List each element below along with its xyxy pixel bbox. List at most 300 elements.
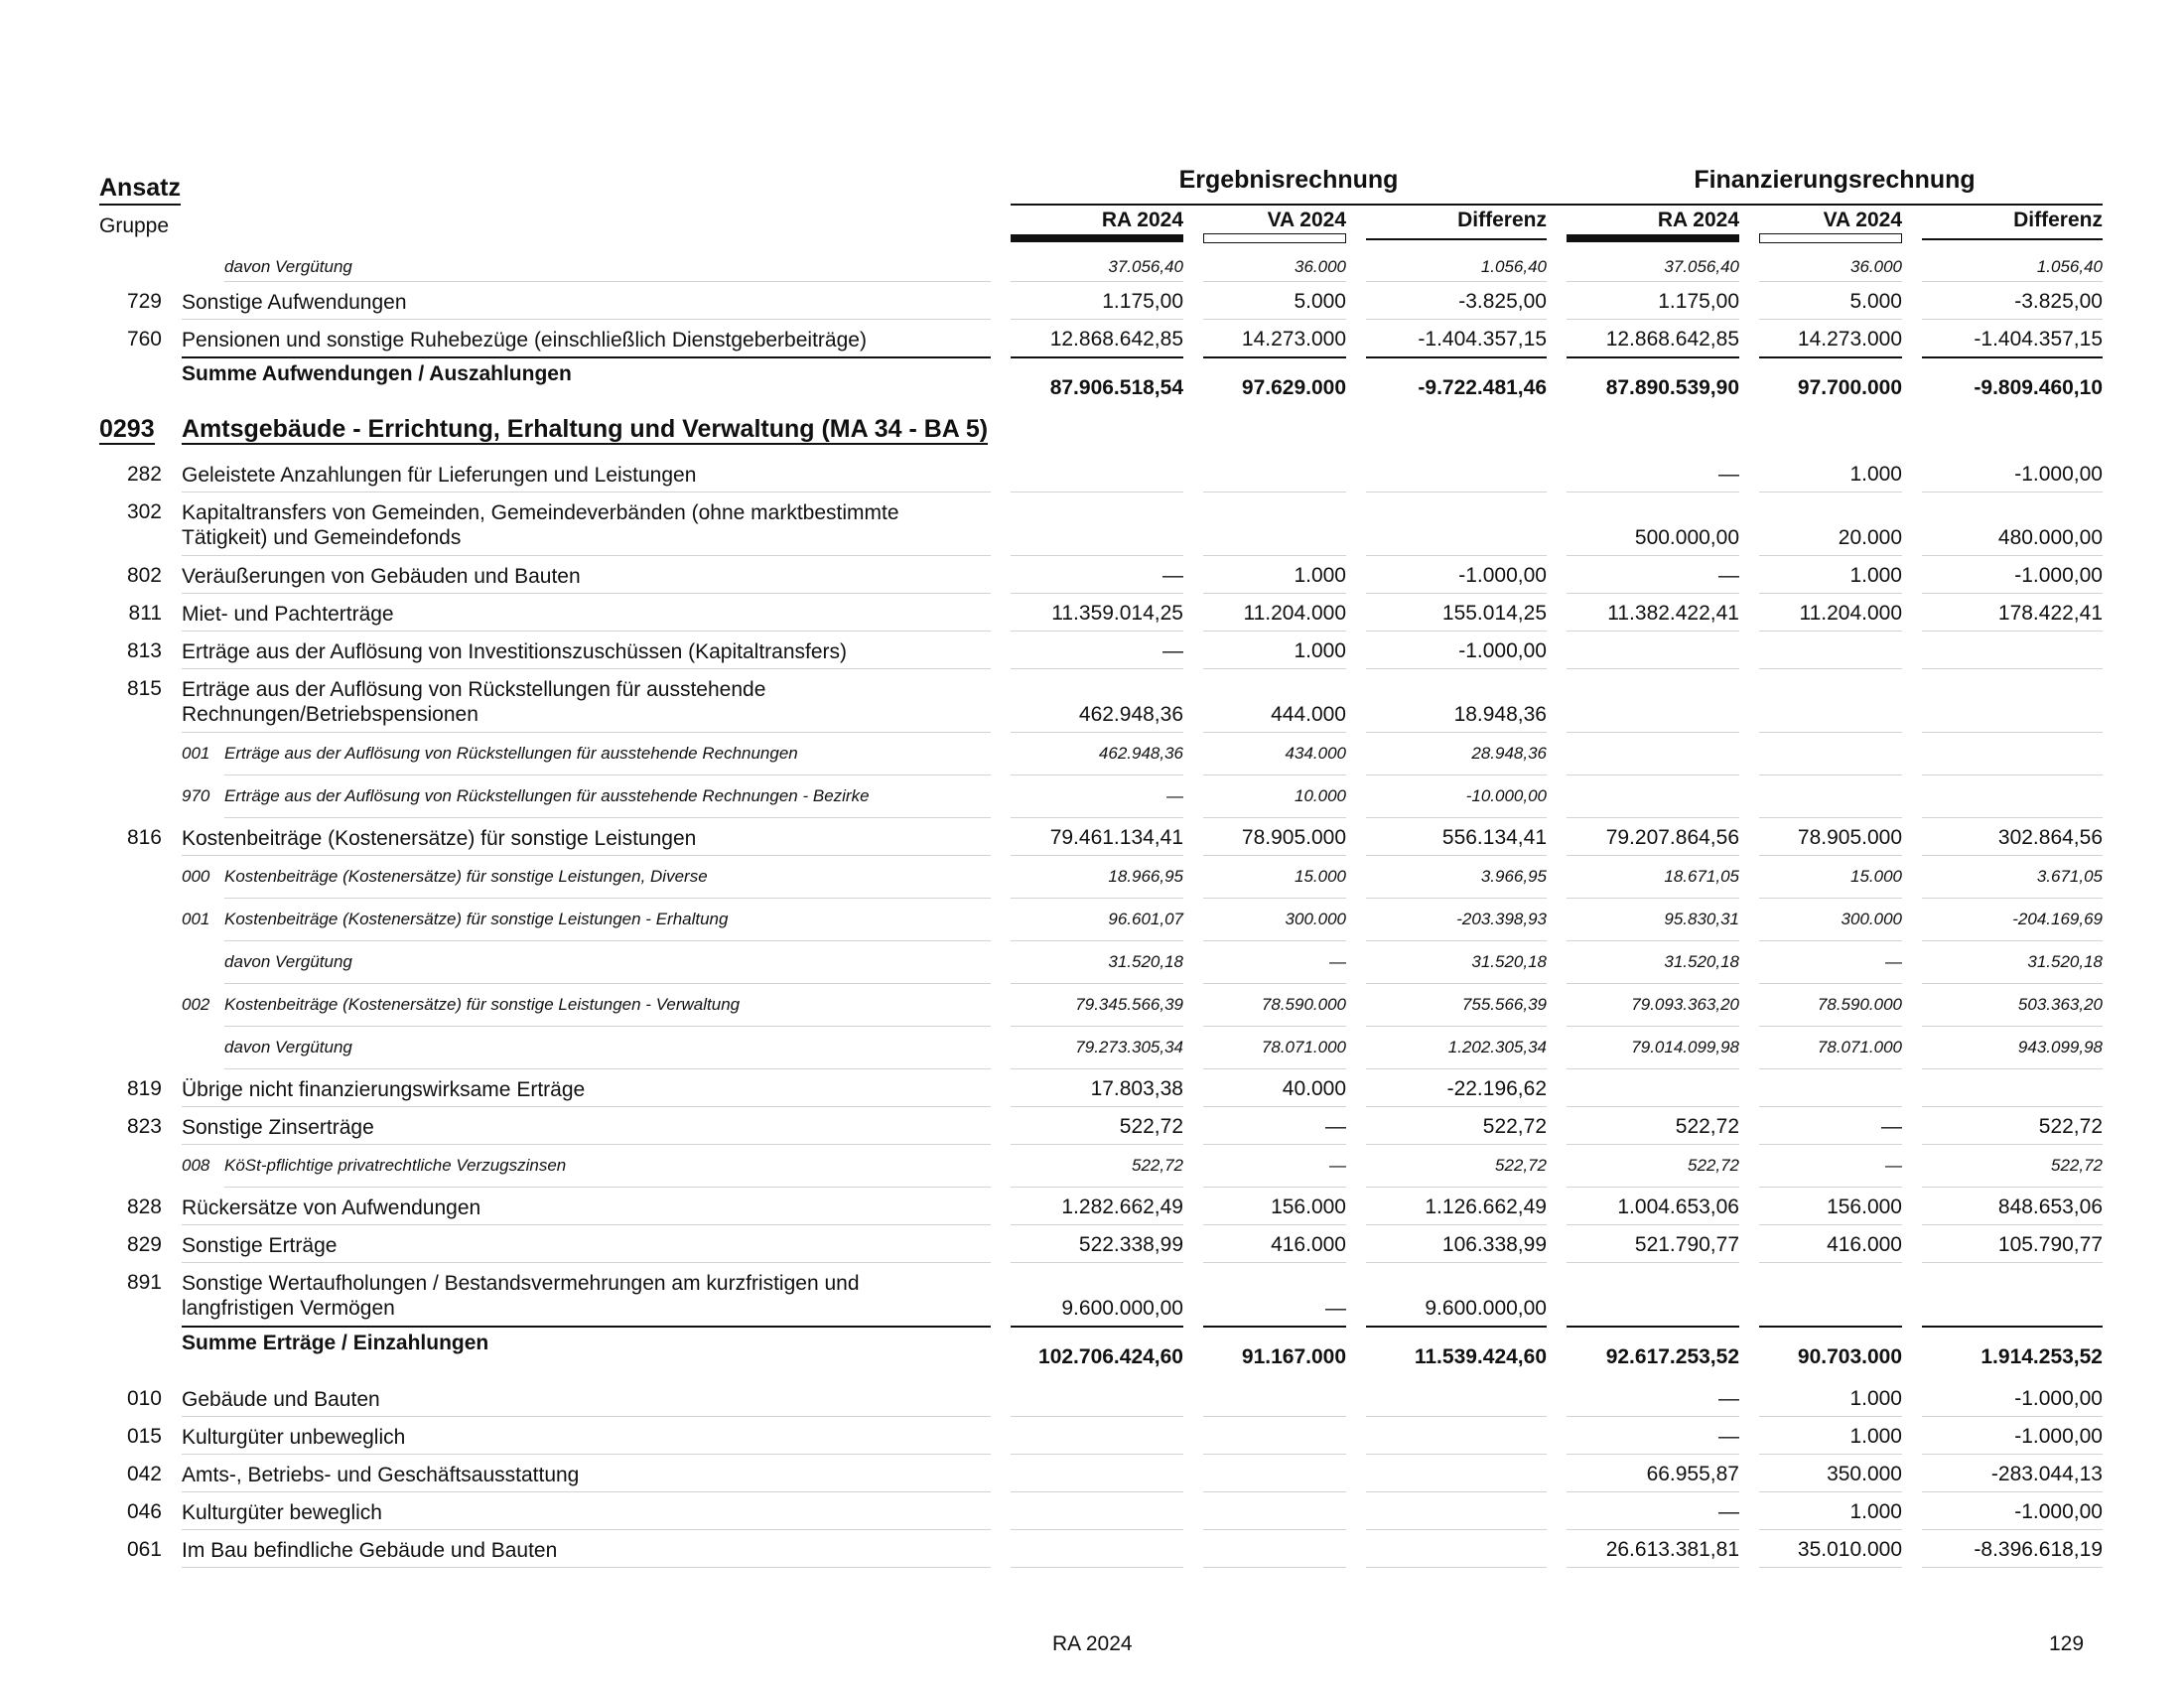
cell-divider xyxy=(1366,1026,1547,1027)
cell-divider xyxy=(1203,732,1346,733)
cell-e-ra: 87.906.518,54 xyxy=(1049,376,1183,399)
row-label xyxy=(182,500,991,550)
table-row xyxy=(0,322,2184,359)
row-group-number: 819 xyxy=(126,1077,162,1100)
cell-divider xyxy=(1759,774,1902,775)
table-row xyxy=(0,1532,2184,1570)
cell-e-ra: — xyxy=(1166,786,1183,805)
cell-f-va: 1.000 xyxy=(1849,564,1902,587)
sum-rule xyxy=(1011,1326,1183,1328)
cell-divider xyxy=(1366,631,1547,632)
row-label-line: Im Bau befindliche Gebäude und Bauten xyxy=(182,1539,558,1562)
sum-row xyxy=(0,359,2184,413)
sum-rule-label xyxy=(182,1326,991,1328)
table-row xyxy=(0,633,2184,671)
cell-f-diff: 943.099,98 xyxy=(2017,1038,2103,1056)
cell-divider xyxy=(1922,1106,2103,1107)
cell-e-ra: 37.056,40 xyxy=(1108,257,1183,276)
cell-e-va: — xyxy=(1329,952,1346,971)
row-group-number: 802 xyxy=(126,564,162,587)
cell-divider xyxy=(1567,774,1739,775)
cell-divider xyxy=(1011,668,1183,669)
cell-divider xyxy=(1366,668,1547,669)
cell-divider xyxy=(1759,1068,1902,1069)
row-divider xyxy=(224,774,991,775)
cell-divider xyxy=(1011,593,1183,594)
cell-f-diff: 105.790,77 xyxy=(1997,1233,2103,1256)
row-group-number: 760 xyxy=(126,328,162,351)
cell-divider xyxy=(1011,855,1183,856)
ergebnisrechnung-rule xyxy=(1011,204,1567,206)
section-number: 0293 xyxy=(99,415,155,443)
cell-e-diff: 3.966,95 xyxy=(1480,867,1547,886)
col-bar-e-diff xyxy=(1366,238,1547,240)
sub-row xyxy=(0,1147,2184,1190)
cell-f-diff: 31.520,18 xyxy=(2027,952,2103,971)
cell-divider xyxy=(1567,1068,1739,1069)
row-group-number: 829 xyxy=(126,1233,162,1256)
cell-e-diff: 28.948,36 xyxy=(1471,744,1547,763)
ansatz-heading: Ansatz xyxy=(99,174,181,206)
cell-e-ra: — xyxy=(1162,564,1183,587)
row-label-line: Kapitaltransfers von Gemeinden, Gemeindeverbänden (ohne marktbestimmte xyxy=(182,501,899,524)
row-label-line: Kulturgüter unbeweglich xyxy=(182,1426,406,1449)
cell-divider xyxy=(1203,1068,1346,1069)
cell-divider xyxy=(1011,1068,1183,1069)
cell-divider xyxy=(1567,1454,1739,1455)
cell-f-ra: 522,72 xyxy=(1688,1156,1739,1175)
cell-f-ra: 1.004.653,06 xyxy=(1617,1196,1739,1218)
row-group-number: 042 xyxy=(126,1463,162,1485)
cell-divider xyxy=(1567,855,1739,856)
cell-f-diff: -1.000,00 xyxy=(2014,1387,2103,1410)
row-group-number: 891 xyxy=(126,1271,162,1294)
cell-f-va: — xyxy=(1885,1156,1902,1175)
row-divider xyxy=(182,1416,991,1417)
row-label-line-2: langfristigen Vermögen xyxy=(182,1297,395,1320)
row-label xyxy=(182,639,991,664)
row-divider xyxy=(182,1454,991,1455)
sum-rule xyxy=(1203,1326,1346,1328)
cell-f-ra: 12.868.642,85 xyxy=(1605,328,1739,351)
cell-divider xyxy=(1922,732,2103,733)
sum-rule xyxy=(1759,1326,1902,1328)
cell-divider xyxy=(1366,855,1547,856)
row-label-line: Sonstige Wertaufholungen / Bestandsvermehrungen am kurzfristigen und xyxy=(182,1272,860,1295)
cell-e-ra: 522,72 xyxy=(1119,1115,1183,1138)
finanzierungsrechnung-title: Finanzierungsrechnung xyxy=(1694,166,1976,194)
table-row xyxy=(0,1494,2184,1532)
cell-divider xyxy=(1203,817,1346,818)
cell-divider xyxy=(1922,1262,2103,1263)
row-divider xyxy=(182,1262,991,1263)
sub-row xyxy=(0,1029,2184,1071)
cell-divider xyxy=(1759,1567,1902,1568)
sub-row-label: davon Vergütung xyxy=(224,952,352,971)
cell-f-diff: -283.044,13 xyxy=(1990,1463,2103,1485)
cell-e-ra: — xyxy=(1162,639,1183,662)
cell-divider xyxy=(1203,319,1346,320)
row-label xyxy=(182,1271,991,1321)
cell-divider xyxy=(1759,555,1902,556)
sub-row-number: 001 xyxy=(182,744,210,763)
row-group-number: 813 xyxy=(126,639,162,662)
cell-divider xyxy=(1011,1567,1183,1568)
row-divider xyxy=(182,1224,991,1225)
sum-rule xyxy=(1366,356,1547,358)
cell-divider xyxy=(1203,593,1346,594)
cell-e-ra: 79.273.305,34 xyxy=(1075,1038,1183,1056)
row-divider xyxy=(182,1529,991,1530)
cell-f-va: — xyxy=(1881,1115,1902,1138)
cell-f-diff: -1.000,00 xyxy=(2014,564,2103,587)
cell-f-va: 15.000 xyxy=(1850,867,1902,886)
cell-divider xyxy=(1366,898,1547,899)
cell-e-ra: 462.948,36 xyxy=(1078,703,1183,726)
col-head-e-va: VA 2024 xyxy=(1267,209,1346,231)
cell-e-diff: 556.134,41 xyxy=(1441,826,1547,849)
row-label xyxy=(182,1387,991,1412)
cell-divider xyxy=(1011,555,1183,556)
cell-f-diff: -1.000,00 xyxy=(2014,1425,2103,1448)
row-group-number: 729 xyxy=(126,290,162,313)
cell-f-ra: — xyxy=(1718,1500,1739,1523)
row-divider xyxy=(182,668,991,669)
cell-f-ra: 31.520,18 xyxy=(1664,952,1739,971)
sub-row-number: 008 xyxy=(182,1156,210,1175)
cell-divider xyxy=(1922,898,2103,899)
row-divider xyxy=(182,631,991,632)
cell-divider xyxy=(1203,983,1346,984)
cell-divider xyxy=(1011,983,1183,984)
table-row xyxy=(0,671,2184,735)
cell-e-va: 434.000 xyxy=(1285,744,1346,763)
cell-f-diff: 1.914.253,52 xyxy=(1980,1345,2103,1368)
cell-divider xyxy=(1759,593,1902,594)
cell-e-diff: -3.825,00 xyxy=(1458,290,1547,313)
cell-e-va: 11.204.000 xyxy=(1243,602,1346,625)
cell-e-va: 416.000 xyxy=(1271,1233,1346,1256)
cell-divider xyxy=(1567,1262,1739,1263)
row-divider xyxy=(224,1026,991,1027)
cell-divider xyxy=(1366,1068,1547,1069)
cell-f-diff: 178.422,41 xyxy=(1997,602,2103,625)
cell-divider xyxy=(1567,1026,1739,1027)
cell-divider xyxy=(1366,1454,1547,1455)
cell-divider xyxy=(1759,668,1902,669)
row-label xyxy=(182,1425,991,1450)
cell-divider xyxy=(1759,1454,1902,1455)
col-head-f-ra: RA 2024 xyxy=(1657,209,1739,231)
cell-divider xyxy=(1922,1224,2103,1225)
finanzierungsrechnung-rule xyxy=(1567,204,2103,206)
cell-divider xyxy=(1366,1224,1547,1225)
sub-row-label: Kostenbeiträge (Kostenersätze) für sonstige Leistungen, Diverse xyxy=(224,867,708,886)
row-divider xyxy=(224,281,991,282)
sum-label: Summe Erträge / Einzahlungen xyxy=(182,1332,489,1354)
cell-f-va: 97.700.000 xyxy=(1797,376,1902,399)
row-label-line: Gebäude und Bauten xyxy=(182,1388,380,1411)
sum-rule xyxy=(1922,356,2103,358)
sub-row-label: davon Vergütung xyxy=(224,257,352,276)
cell-e-diff: 31.520,18 xyxy=(1471,952,1547,971)
cell-divider xyxy=(1366,940,1547,941)
cell-e-va: — xyxy=(1325,1297,1346,1320)
row-divider xyxy=(182,732,991,733)
cell-e-va: 156.000 xyxy=(1271,1196,1346,1218)
cell-divider xyxy=(1567,898,1739,899)
row-label-line: Kostenbeiträge (Kostenersätze) für sonstige Leistungen xyxy=(182,827,697,850)
cell-f-va: 90.703.000 xyxy=(1797,1345,1902,1368)
cell-f-ra: 79.207.864,56 xyxy=(1605,826,1739,849)
row-label xyxy=(182,328,991,352)
cell-f-va: 1.000 xyxy=(1849,1425,1902,1448)
cell-f-diff: 503.363,20 xyxy=(2017,995,2103,1014)
cell-f-diff: -3.825,00 xyxy=(2014,290,2103,313)
cell-divider xyxy=(1203,774,1346,775)
cell-e-va: 40.000 xyxy=(1282,1077,1346,1100)
cell-e-diff: -9.722.481,46 xyxy=(1418,376,1547,399)
cell-e-diff: 1.202.305,34 xyxy=(1447,1038,1547,1056)
cell-f-diff: 302.864,56 xyxy=(1997,826,2103,849)
cell-divider xyxy=(1567,1491,1739,1492)
cell-f-va: 156.000 xyxy=(1827,1196,1902,1218)
row-divider xyxy=(182,855,991,856)
cell-divider xyxy=(1366,983,1547,984)
cell-f-va: 1.000 xyxy=(1849,463,1902,486)
cell-e-diff: -1.404.357,15 xyxy=(1418,328,1547,351)
row-divider xyxy=(224,817,991,818)
cell-f-ra: 522,72 xyxy=(1675,1115,1739,1138)
cell-divider xyxy=(1759,1416,1902,1417)
cell-divider xyxy=(1203,668,1346,669)
cell-f-diff: -8.396.618,19 xyxy=(1974,1538,2103,1561)
sub-row xyxy=(0,943,2184,986)
sub-row-number: 970 xyxy=(182,786,210,805)
table-row xyxy=(0,1381,2184,1419)
cell-divider xyxy=(1203,1262,1346,1263)
cell-f-diff: 480.000,00 xyxy=(1997,526,2103,549)
row-label-line: Geleistete Anzahlungen für Lieferungen und Leistungen xyxy=(182,464,697,487)
sum-rule xyxy=(1567,356,1739,358)
cell-e-va: 1.000 xyxy=(1294,564,1346,587)
cell-divider xyxy=(1203,1106,1346,1107)
table-row xyxy=(0,494,2184,558)
cell-divider xyxy=(1366,281,1547,282)
row-divider xyxy=(182,319,991,320)
cell-divider xyxy=(1011,732,1183,733)
cell-e-diff: -1.000,00 xyxy=(1458,564,1547,587)
row-label xyxy=(182,1196,991,1220)
cell-divider xyxy=(1366,1529,1547,1530)
cell-divider xyxy=(1567,668,1739,669)
table-row xyxy=(0,558,2184,596)
table-row xyxy=(0,1457,2184,1494)
cell-divider xyxy=(1759,1529,1902,1530)
sum-rule xyxy=(1567,1326,1739,1328)
row-label-line: Sonstige Erträge xyxy=(182,1234,338,1257)
cell-divider xyxy=(1011,1416,1183,1417)
cell-e-diff: -10.000,00 xyxy=(1465,786,1547,805)
cell-divider xyxy=(1922,555,2103,556)
cell-divider xyxy=(1922,593,2103,594)
row-label xyxy=(182,290,991,315)
cell-f-ra: 92.617.253,52 xyxy=(1605,1345,1739,1368)
row-group-number: 046 xyxy=(126,1500,162,1523)
cell-divider xyxy=(1922,1529,2103,1530)
row-group-number: 061 xyxy=(126,1538,162,1561)
cell-f-ra: 87.890.539,90 xyxy=(1605,376,1739,399)
cell-f-va: 78.071.000 xyxy=(1817,1038,1902,1056)
sub-row-number: 001 xyxy=(182,910,210,928)
row-divider xyxy=(224,983,991,984)
col-bar-f-diff xyxy=(1922,238,2103,240)
row-group-number: 015 xyxy=(126,1425,162,1448)
cell-divider xyxy=(1366,1491,1547,1492)
cell-divider xyxy=(1567,1187,1739,1188)
cell-f-va: 14.273.000 xyxy=(1797,328,1902,351)
sum-rule-label xyxy=(182,356,991,358)
cell-divider xyxy=(1759,1224,1902,1225)
cell-divider xyxy=(1203,1224,1346,1225)
cell-f-ra: 500.000,00 xyxy=(1634,526,1739,549)
cell-divider xyxy=(1203,1144,1346,1145)
cell-divider xyxy=(1922,940,2103,941)
cell-divider xyxy=(1922,1026,2103,1027)
footer-report-label: RA 2024 xyxy=(1052,1632,1133,1655)
cell-e-va: 15.000 xyxy=(1295,867,1346,886)
row-group-number: 282 xyxy=(126,463,162,486)
cell-divider xyxy=(1759,1144,1902,1145)
sum-label: Summe Aufwendungen / Auszahlungen xyxy=(182,362,572,385)
cell-divider xyxy=(1759,1262,1902,1263)
cell-f-va: 5.000 xyxy=(1849,290,1902,313)
cell-divider xyxy=(1759,631,1902,632)
cell-divider xyxy=(1567,593,1739,594)
cell-divider xyxy=(1366,817,1547,818)
sub-row xyxy=(0,777,2184,820)
cell-f-ra: 18.671,05 xyxy=(1664,867,1739,886)
cell-e-va: 36.000 xyxy=(1295,257,1346,276)
cell-f-ra: — xyxy=(1718,463,1739,486)
cell-e-diff: 106.338,99 xyxy=(1441,1233,1547,1256)
sub-row-label: KöSt-pflichtige privatrechtliche Verzugszinsen xyxy=(224,1156,567,1175)
sub-row xyxy=(0,986,2184,1029)
cell-divider xyxy=(1203,555,1346,556)
ergebnisrechnung-title: Ergebnisrechnung xyxy=(1178,166,1399,194)
cell-e-ra: 1.175,00 xyxy=(1102,290,1183,313)
cell-divider xyxy=(1203,1491,1346,1492)
cell-f-va: 20.000 xyxy=(1838,526,1902,549)
cell-divider xyxy=(1922,631,2103,632)
cell-e-diff: 155.014,25 xyxy=(1441,602,1547,625)
table-row xyxy=(0,1419,2184,1457)
sub-row-label: Erträge aus der Auflösung von Rückstellungen für ausstehende Rechnungen xyxy=(224,744,798,763)
cell-divider xyxy=(1759,1187,1902,1188)
cell-e-diff: 522,72 xyxy=(1495,1156,1547,1175)
gruppe-heading: Gruppe xyxy=(99,214,170,237)
cell-divider xyxy=(1922,855,2103,856)
cell-divider xyxy=(1922,281,2103,282)
cell-divider xyxy=(1759,281,1902,282)
section-title: Amtsgebäude - Errichtung, Erhaltung und Verwaltung (MA 34 - BA 5) xyxy=(182,415,989,443)
cell-e-va: 78.905.000 xyxy=(1241,826,1346,849)
cell-divider xyxy=(1922,817,2103,818)
row-divider xyxy=(224,898,991,899)
cell-e-diff: 755.566,39 xyxy=(1461,995,1547,1014)
cell-divider xyxy=(1011,1187,1183,1188)
cell-e-va: — xyxy=(1329,1156,1346,1175)
cell-f-ra: 79.014.099,98 xyxy=(1631,1038,1739,1056)
cell-e-ra: 96.601,07 xyxy=(1108,910,1183,928)
cell-divider xyxy=(1203,940,1346,941)
cell-e-diff: -22.196,62 xyxy=(1446,1077,1547,1100)
cell-f-ra: 1.175,00 xyxy=(1658,290,1739,313)
cell-e-ra: 17.803,38 xyxy=(1090,1077,1183,1100)
row-divider xyxy=(224,940,991,941)
cell-f-ra: 66.955,87 xyxy=(1646,1463,1739,1485)
cell-e-diff: 1.126.662,49 xyxy=(1425,1196,1547,1218)
row-label xyxy=(182,1077,991,1102)
sum-row xyxy=(0,1329,2184,1381)
sub-row xyxy=(0,901,2184,943)
cell-f-diff: -1.000,00 xyxy=(2014,1500,2103,1523)
cell-divider xyxy=(1567,281,1739,282)
cell-divider xyxy=(1759,940,1902,941)
row-label xyxy=(182,1500,991,1525)
table-row xyxy=(0,1265,2184,1329)
cell-divider xyxy=(1567,1567,1739,1568)
cell-divider xyxy=(1203,1567,1346,1568)
row-group-number: 811 xyxy=(128,602,162,625)
cell-divider xyxy=(1366,319,1547,320)
cell-divider xyxy=(1203,1454,1346,1455)
cell-e-ra: 522.338,99 xyxy=(1078,1233,1183,1256)
row-label xyxy=(182,826,991,851)
cell-e-va: 91.167.000 xyxy=(1241,1345,1346,1368)
cell-divider xyxy=(1922,1144,2103,1145)
table-row xyxy=(0,1109,2184,1147)
cell-f-va: 11.204.000 xyxy=(1799,602,1902,625)
row-divider xyxy=(224,1187,991,1188)
row-label xyxy=(182,677,991,727)
cell-f-diff: 1.056,40 xyxy=(2036,257,2103,276)
cell-divider xyxy=(1567,631,1739,632)
cell-divider xyxy=(1366,1144,1547,1145)
cell-divider xyxy=(1203,855,1346,856)
cell-divider xyxy=(1203,1416,1346,1417)
row-label-line: Pensionen und sonstige Ruhebezüge (einschließlich Dienstgeberbeiträge) xyxy=(182,329,867,352)
cell-divider xyxy=(1011,1262,1183,1263)
cell-f-va: 350.000 xyxy=(1827,1463,1902,1485)
table-row xyxy=(0,1071,2184,1109)
cell-f-diff: 3.671,05 xyxy=(2036,867,2103,886)
sub-row xyxy=(0,735,2184,777)
sub-row-label: davon Vergütung xyxy=(224,1038,352,1056)
row-divider xyxy=(224,1068,991,1069)
cell-divider xyxy=(1203,631,1346,632)
cell-divider xyxy=(1567,817,1739,818)
row-group-number: 302 xyxy=(126,500,162,523)
row-label xyxy=(182,1115,991,1140)
col-head-f-va: VA 2024 xyxy=(1823,209,1902,231)
cell-divider xyxy=(1011,281,1183,282)
cell-divider xyxy=(1203,1026,1346,1027)
cell-divider xyxy=(1366,1416,1547,1417)
cell-e-diff: 1.056,40 xyxy=(1480,257,1547,276)
col-bar-e-va xyxy=(1203,233,1346,243)
cell-f-ra: — xyxy=(1718,564,1739,587)
